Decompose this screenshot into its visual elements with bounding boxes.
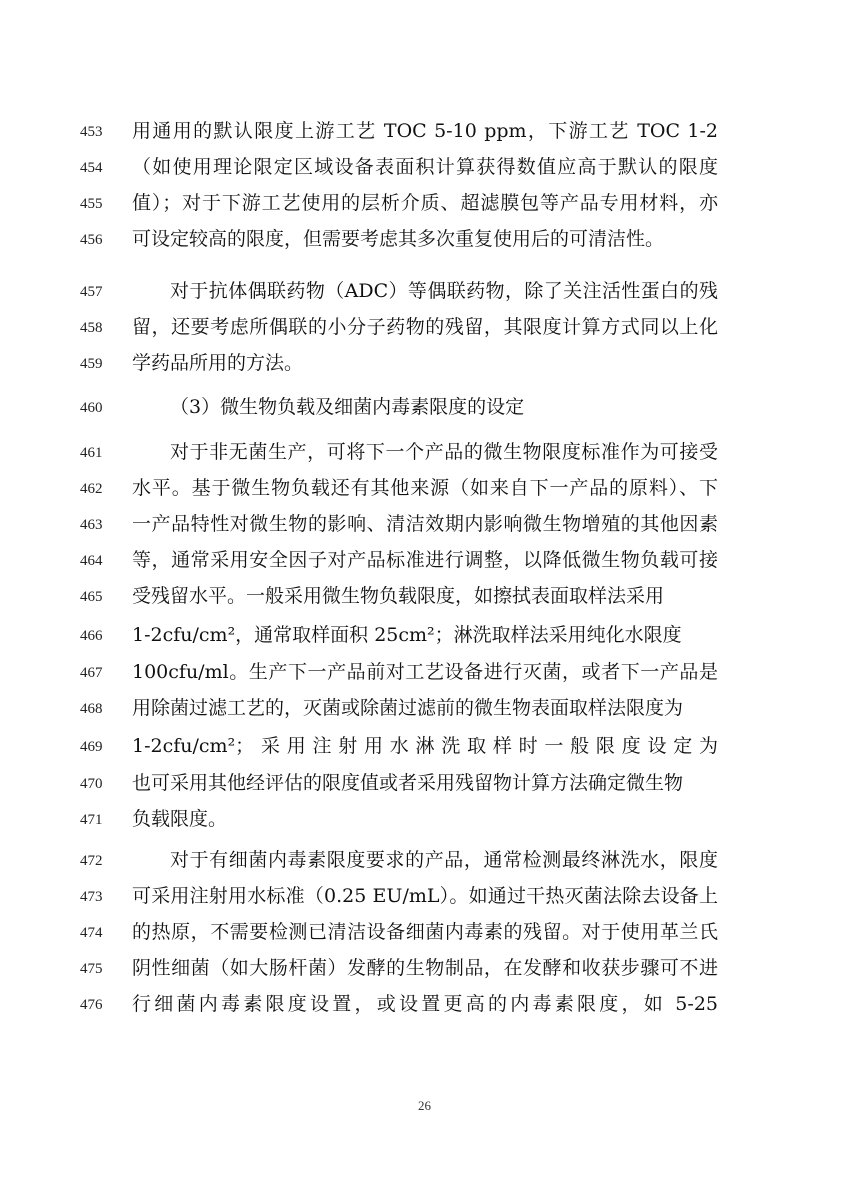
line-text: 可设定较高的限度，但需要考虑其多次重复使用后的可清洁性。 [132,228,665,250]
line-number: 473 [80,889,103,905]
line-number: 457 [80,284,103,300]
text-line [0,915,849,951]
text-line [0,274,849,310]
text-line [0,150,849,186]
line-text: 100cfu/ml。生产下一产品前对工艺设备进行灭菌，或者下一产品是 [132,661,718,683]
line-text: 学药品所用的方法。 [132,352,304,374]
line-text: 一产品特性对微生物的影响、清洁效期内影响微生物增殖的其他因素 [132,513,718,535]
line-number: 474 [80,925,103,941]
line-text: 可采用注射用水标准（0.25 EU/mL）。如通过干热灭菌法除去设备上 [132,885,718,907]
text-line [0,346,849,382]
line-number: 462 [80,481,103,497]
text-line [0,435,849,471]
text-line [0,802,849,838]
line-number: 459 [80,356,103,372]
text-line [0,951,849,987]
line-text: 也可采用其他经评估的限度值或者采用残留物计算方法确定微生物 [132,772,684,794]
line-number: 456 [80,232,103,248]
line-text: 水平。基于微生物负载还有其他来源（如来自下一产品的原料）、下 [132,477,718,499]
line-number: 476 [80,997,103,1013]
line-number: 471 [80,812,103,828]
text-line [0,543,849,579]
line-number: 454 [80,160,103,176]
line-number: 472 [80,853,103,869]
line-text: 对于抗体偶联药物（ADC）等偶联药物，除了关注活性蛋白的残 [170,280,718,302]
line-text: 对于非无菌生产，可将下一个产品的微生物限度标准作为可接受 [170,441,718,463]
text-line [0,987,849,1023]
line-text: 留，还要考虑所偶联的小分子药物的残留，其限度计算方式同以上化 [132,316,718,338]
line-text: 1-2cfu/cm²；采用注射用水淋洗取样时一般限度设定为 [132,735,718,757]
line-number: 470 [80,776,103,792]
text-line [0,471,849,507]
text-line [0,766,849,802]
line-number: 465 [80,589,103,605]
line-text: 用除菌过滤工艺的，灭菌或除菌过滤前的微生物表面取样法限度为 [132,697,684,719]
line-number: 475 [80,961,103,977]
line-number: 464 [80,553,103,569]
line-text: 行细菌内毒素限度设置，或设置更高的内毒素限度，如 5-25 [132,993,718,1015]
line-text: （如使用理论限定区域设备表面积计算获得数值应高于默认的限度 [132,156,718,178]
text-line [0,390,849,426]
line-number: 458 [80,320,103,336]
line-number: 453 [80,124,103,140]
text-line [0,310,849,346]
text-line [0,691,849,727]
line-number: 455 [80,196,103,212]
line-number: 469 [80,739,103,755]
line-number: 467 [80,665,103,681]
line-text: 等，通常采用安全因子对产品标准进行调整，以降低微生物负载可接 [132,549,718,571]
line-text: 的热原，不需要检测已清洁设备细菌内毒素的残留。对于使用革兰氏 [132,921,718,943]
text-line [0,186,849,222]
line-text: 负载限度。 [132,808,228,830]
line-number: 461 [80,445,103,461]
line-text: 值）；对于下游工艺使用的层析介质、超滤膜包等产品专用材料，亦 [132,192,718,214]
line-number: 463 [80,517,103,533]
text-line [0,729,849,765]
text-line [0,114,849,150]
text-line [0,579,849,615]
line-text: 阴性细菌（如大肠杆菌）发酵的生物制品，在发酵和收获步骤可不进 [132,957,718,979]
line-text: 对于有细菌内毒素限度要求的产品，通常检测最终淋洗水，限度 [170,849,718,871]
line-text: 受残留水平。一般采用微生物负载限度，如擦拭表面取样法采用 [132,585,665,607]
line-number: 468 [80,701,103,717]
line-text: （3）微生物负载及细菌内毒素限度的设定 [170,396,525,418]
text-line [0,222,849,258]
text-line [0,843,849,879]
line-number: 466 [80,628,103,644]
text-line [0,655,849,691]
text-line [0,618,849,654]
line-text: 用通用的默认限度上游工艺 TOC 5-10 ppm，下游工艺 TOC 1-2 [132,120,718,142]
line-number: 460 [80,400,103,416]
line-text: 1-2cfu/cm²，通常取样面积 25cm²；淋洗取样法采用纯化水限度 [132,624,682,646]
text-line [0,879,849,915]
text-line [0,507,849,543]
page-number: 26 [418,1098,431,1113]
